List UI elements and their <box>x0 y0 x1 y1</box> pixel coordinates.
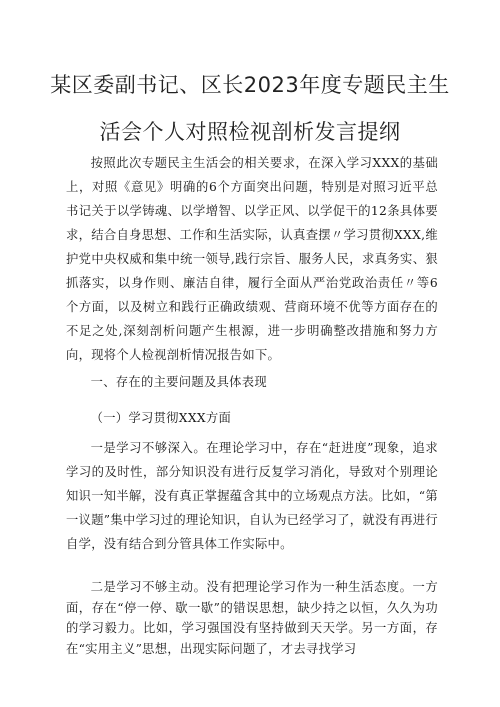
intro-text: 按照此次专题民主生活会的相关要求，在深入学习XXX的基础上，对照《意见》明确的6个方面突出问题，特别是对照习近平总书记关于以学铸魂、以学增智、以学正风、以学促干的12条具体要求，结合自身思想、工作和生活实际，认真查摆〃学习贯彻XXX,维护党中央权威和集中统一领导,践行宗旨、服务人民，求真务实、狠抓落实，以身作则、廉洁自律，履行全面从严治党政治责任〃等6个方面，以及树立和践行正确政绩观、营商环境不优等方面存在的不足之处,深刻剖析问题产生根源，进一步明确整改措施和努力方向，现将个人检视剖析情况报告如下。 <box>66 156 438 362</box>
document-title-line-1: 某区委副书记、区长2023年度专题民主生 <box>50 73 450 97</box>
section-heading-text: 一、存在的主要问题及具体表现 <box>90 375 267 389</box>
paragraph-1-text: 一是学习不够深入。在理论学习中，存在“赶进度”现象，追求学习的及时性，部分知识没有进行反复学习消化，导致对个别理论知识一知半解，没有真正掌握蕴含其中的立场观点方法。比如，“第一议题”集中学习过的理论知识，自认为已经学习了，就没有再进行自学，没有结合到分管具体工作实际中。 <box>66 441 438 551</box>
paragraph-2-text: 二是学习不够主动。没有把理论学习作为一种生活态度。一方面，存在“停一停、歇一歇”的错误思想，缺少持之以恒，久久为功的学习毅力。比如，学习强国没有坚持做到天天学。另一方面，存在“实用主义”思想，出现实际问题了，才去寻找学习 <box>66 580 438 656</box>
paragraph-2 <box>66 577 438 659</box>
section-heading <box>66 370 438 394</box>
subsection-heading <box>66 406 438 430</box>
intro-paragraph <box>66 151 438 367</box>
subsection-heading-text: （一）学习贯彻XXX方面 <box>90 411 232 425</box>
document-title-line-2: 活会个人对照检视剖析发言提纲 <box>99 120 401 144</box>
paragraph-1 <box>66 436 438 556</box>
